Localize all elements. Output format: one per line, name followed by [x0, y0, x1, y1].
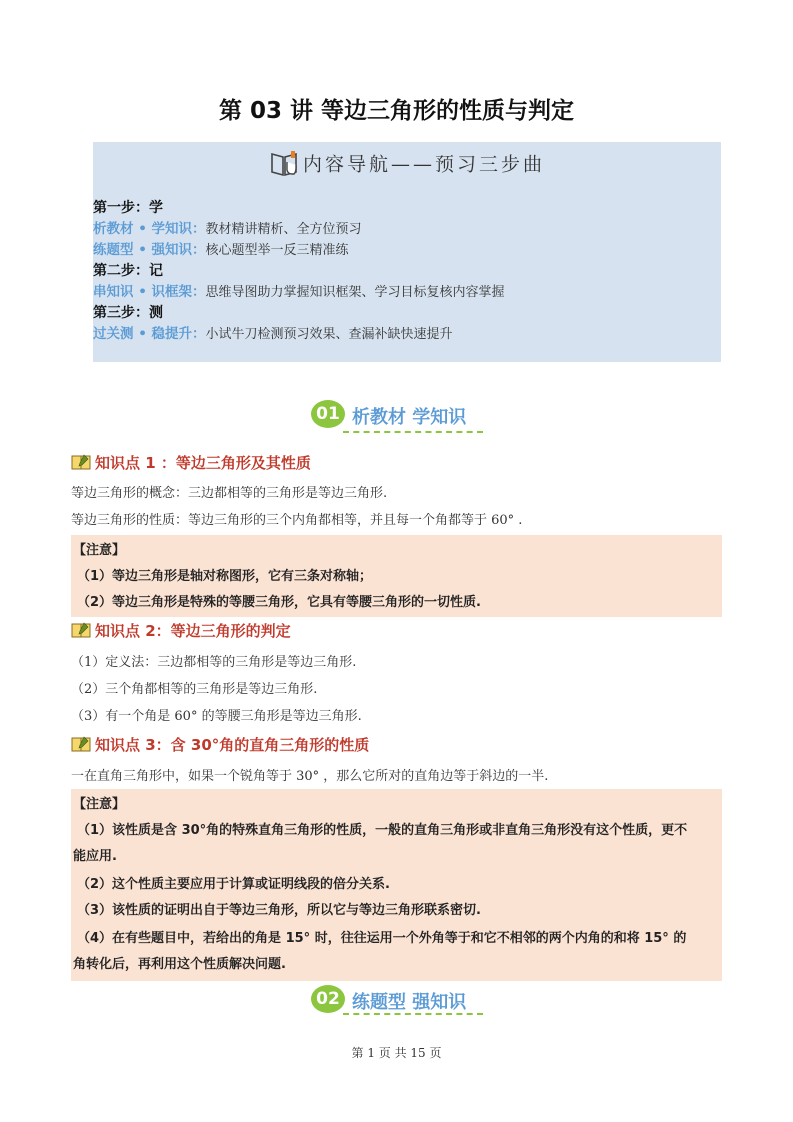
knowledge-point-1-heading — [71, 452, 311, 475]
note-line: 能应用. — [73, 849, 117, 864]
open-book-hand-icon — [269, 148, 299, 183]
knowledge-point-3-title: 知识点 3：含 30°角的直角三角形的性质 — [95, 736, 370, 754]
section-underline — [343, 431, 483, 433]
section-header-01 — [0, 398, 793, 438]
knowledge-point-3-heading — [71, 734, 369, 757]
nav-item — [93, 324, 713, 345]
page-footer: 第 1 页 共 15 页 — [351, 1046, 442, 1060]
nav-item-desc: 教材精讲精析、全方位预习 — [205, 222, 362, 237]
book-icon — [71, 736, 91, 757]
nav-header-text: 内容导航——预习三步曲 — [302, 153, 545, 176]
nav-step-heading — [93, 198, 713, 219]
nav-step-label: 第一步：学 — [93, 200, 163, 216]
note-line: （1）该性质是含 30°角的特殊直角三角形的性质，一般的直角三角形或非直角三角形没有这个性质，更不 — [77, 823, 688, 838]
note-line: （2）等边三角形是特殊的等腰三角形，它具有等腰三角形的一切性质. — [77, 595, 481, 610]
kp1-paragraph-2: 等边三角形的性质：等边三角形的三个内角都相等，并且每一个角都等于 60° . — [71, 513, 523, 528]
knowledge-point-1-title: 知识点 1 ：等边三角形及其性质 — [95, 454, 311, 472]
nav-step-heading — [93, 303, 713, 324]
note-box-2 — [71, 789, 722, 981]
section-number-badge: 01 — [311, 400, 345, 428]
section-title: 析教材 学知识 — [352, 407, 467, 428]
nav-step-heading — [93, 261, 713, 282]
nav-header — [93, 148, 721, 183]
note-line: （4）在有些题目中，若给出的角是 15° 时，往往运用一个外角等于和它不相邻的两个内角的和将 15° 的 — [77, 931, 687, 946]
kp2-paragraph-2: （2）三个角都相等的三角形是等边三角形. — [71, 682, 318, 697]
note-box-1 — [71, 535, 722, 617]
book-icon — [71, 454, 91, 475]
section-underline — [343, 1013, 483, 1015]
content-navigation-box — [93, 142, 721, 362]
nav-step-label: 第三步：测 — [93, 305, 163, 321]
nav-item-key: 练题型 • 强知识： — [93, 242, 206, 258]
section-header-02 — [0, 983, 793, 1023]
nav-item-key: 过关测 • 稳提升： — [93, 326, 206, 342]
nav-item — [93, 240, 713, 261]
note-label: 【注意】 — [73, 797, 126, 812]
note-line: 角转化后，再利用这个性质解决问题. — [73, 957, 286, 972]
section-number-badge: 02 — [311, 985, 345, 1013]
note-label: 【注意】 — [73, 543, 126, 558]
note-line: （1）等边三角形是轴对称图形，它有三条对称轴； — [77, 569, 373, 584]
book-icon — [71, 622, 91, 643]
nav-item-desc: 思维导图助力掌握知识框架、学习目标复核内容掌握 — [205, 285, 505, 300]
kp3-paragraph-1: 一在直角三角形中，如果一个锐角等于 30° ，那么它所对的直角边等于斜边的一半. — [71, 769, 549, 784]
knowledge-point-2-heading — [71, 620, 291, 643]
nav-lines — [93, 198, 713, 345]
kp2-paragraph-3: （3）有一个角是 60° 的等腰三角形是等边三角形. — [71, 709, 362, 724]
page-title: 第 03 讲 等边三角形的性质与判定 — [218, 98, 575, 124]
nav-item-key: 串知识 • 识框架： — [93, 284, 206, 300]
nav-item-desc: 核心题型举一反三精准练 — [205, 243, 349, 258]
note-line: （2）这个性质主要应用于计算或证明线段的倍分关系. — [77, 877, 390, 892]
nav-item — [93, 282, 713, 303]
kp1-paragraph-1: 等边三角形的概念：三边都相等的三角形是等边三角形. — [71, 486, 388, 501]
nav-item — [93, 219, 713, 240]
nav-item-desc: 小试牛刀检测预习效果、查漏补缺快速提升 — [205, 327, 453, 342]
nav-item-key: 析教材 • 学知识： — [93, 221, 206, 237]
kp2-paragraph-1: （1）定义法：三边都相等的三角形是等边三角形. — [71, 655, 357, 670]
nav-step-label: 第二步：记 — [93, 263, 163, 279]
section-title: 练题型 强知识 — [352, 992, 467, 1013]
knowledge-point-2-title: 知识点 2：等边三角形的判定 — [95, 622, 291, 640]
note-line: （3）该性质的证明出自于等边三角形，所以它与等边三角形联系密切. — [77, 903, 481, 918]
